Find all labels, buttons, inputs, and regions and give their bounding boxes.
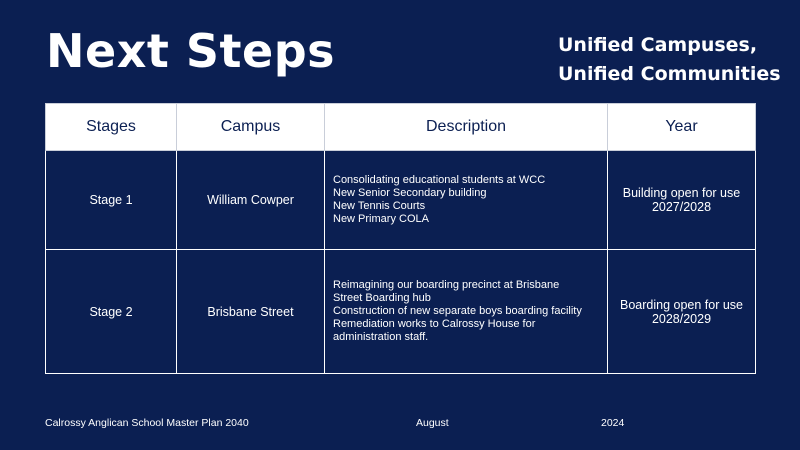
description-line: New Senior Secondary building — [333, 187, 487, 199]
page-subtitle — [558, 31, 781, 89]
footer-document-name: Calrossy Anglican School Master Plan 2040 — [45, 417, 249, 429]
description-cell — [325, 151, 608, 250]
header-campus: Campus — [177, 104, 325, 151]
description-line: Street Boarding hub — [333, 292, 431, 304]
description-line: Reimagining our boarding precinct at Brisbane — [333, 279, 560, 291]
year-line: 2027/2028 — [651, 200, 712, 214]
description-cell — [325, 250, 608, 374]
header-year: Year — [608, 104, 756, 151]
description-line: Consolidating educational students at WCC — [333, 174, 546, 186]
stage-cell: Stage 1 — [46, 151, 177, 250]
subtitle-line: Unified Communities — [558, 63, 781, 85]
description-line: administration staff. — [333, 331, 429, 343]
header-stages: Stages — [46, 104, 177, 151]
description-line: Remediation works to Calrossy House for — [333, 318, 536, 330]
year-cell — [608, 250, 756, 374]
footer-year: 2024 — [601, 417, 625, 429]
year-line: 2028/2029 — [651, 311, 712, 326]
year-cell — [608, 151, 756, 250]
next-steps-table — [45, 103, 756, 374]
stage-cell: Stage 2 — [46, 250, 177, 374]
table-row — [46, 250, 756, 374]
footer-month: August — [416, 417, 449, 429]
description-line: New Primary COLA — [333, 213, 429, 225]
year-line: Boarding open for use — [619, 297, 743, 312]
description-line: Construction of new separate boys boarding facility — [333, 305, 582, 317]
table-header-row — [46, 104, 756, 151]
description-line: New Tennis Courts — [333, 200, 426, 212]
table-row — [46, 151, 756, 250]
page-title: Next Steps — [46, 24, 335, 78]
header-description: Description — [325, 104, 608, 151]
year-line: Building open for use — [622, 186, 741, 200]
campus-cell: William Cowper — [177, 151, 325, 250]
subtitle-line: Unified Campuses, — [558, 34, 758, 56]
campus-cell: Brisbane Street — [177, 250, 325, 374]
